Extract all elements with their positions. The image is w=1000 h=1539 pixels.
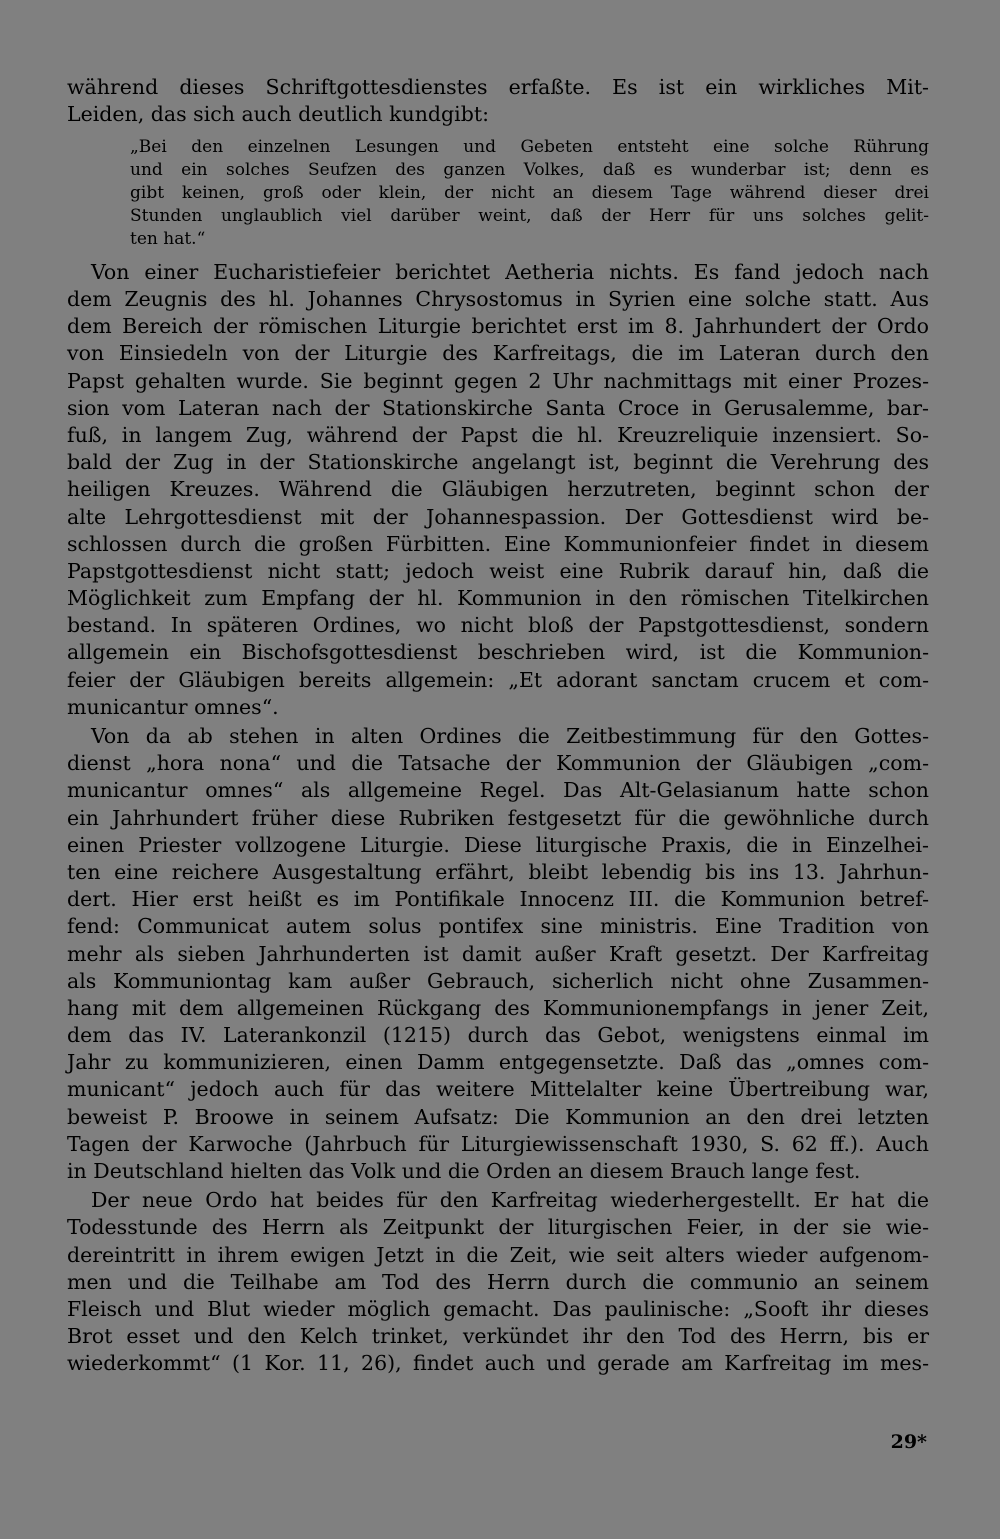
text-line: mehr als sieben Jahrhunderten ist damit außer Kraft gesetzt. Der Karfreitag (67, 941, 929, 966)
text-line: Jahr zu kommunizieren, einen Damm entgegensetzte. Daß das „omnes com- (67, 1050, 929, 1075)
text-line: Todesstunde des Herrn als Zeitpunkt der liturgischen Feier, in der sie wie- (67, 1215, 929, 1240)
text-line: Tagen der Karwoche (Jahrbuch für Liturgiewissenschaft 1930, S. 62 ff.). Auch (67, 1131, 929, 1156)
text-line: dereintritt in ihrem ewigen Jetzt in die Zeit, wie seit alters wieder aufgenom- (67, 1242, 929, 1267)
quote-line: „Bei den einzelnen Lesungen und Gebeten entsteht eine solche Rührung (130, 137, 929, 158)
block-quote (67, 136, 929, 250)
text-line: Papst gehalten wurde. Sie beginnt gegen 2 Uhr nachmittags mit einer Prozes- (67, 368, 929, 393)
text-line: fuß, in langem Zug, während der Papst die hl. Kreuzreliquie inzensiert. So- (67, 422, 929, 447)
text-line: Fleisch und Blut wieder möglich gemacht. Das paulinische: „Sooft ihr dieses (67, 1296, 929, 1321)
text-line: beweist P. Broowe in seinem Aufsatz: Die Kommunion an den drei letzten (67, 1104, 929, 1129)
text-line: heiligen Kreuzes. Während die Gläubigen herzutreten, beginnt schon der (67, 477, 929, 502)
page-text (67, 74, 929, 1378)
text-line: fend: Communicat autem solus pontifex sine ministris. Eine Tradition von (67, 914, 929, 939)
text-line: municantur omnes“. (67, 694, 279, 719)
text-line: Von einer Eucharistiefeier berichtet Aetheria nichts. Es fand jedoch nach (91, 259, 929, 284)
quote-line: Stunden unglaublich viel darüber weint, daß der Herr für uns solches gelit- (130, 206, 929, 227)
text-line: Brot esset und den Kelch trinket, verkündet ihr den Tod des Herrn, bis er (67, 1324, 929, 1349)
text-line: dem Bereich der römischen Liturgie berichtet erst im 8. Jahrhundert der Ordo (67, 314, 929, 339)
text-line: hang mit dem allgemeinen Rückgang des Kommunionempfangs in jener Zeit, (67, 995, 929, 1020)
text-line: Papstgottesdienst nicht statt; jedoch weist eine Rubrik darauf hin, daß die (67, 558, 929, 583)
text-line: in Deutschland hielten das Volk und die Orden an diesem Brauch lange fest. (67, 1159, 861, 1184)
text-line: während dieses Schriftgottesdienstes erfaßte. Es ist ein wirkliches Mit- (67, 75, 929, 99)
text-line: allgemein ein Bischofsgottesdienst beschrieben wird, ist die Kommunion- (67, 640, 929, 665)
text-line: alte Lehrgottesdienst mit der Johannespassion. Der Gottesdienst wird be- (67, 504, 929, 529)
text-line: ein Jahrhundert früher diese Rubriken festgesetzt für die gewöhnliche durch (67, 805, 929, 830)
page-number: 29* (890, 1431, 927, 1453)
text-line: ten eine reichere Ausgestaltung erfährt, bleibt lebendig bis ins 13. Jahrhun- (67, 859, 929, 884)
paragraph-2 (67, 723, 929, 1185)
quote-line: ten hat.“ (130, 228, 206, 249)
text-line: Von da ab stehen in alten Ordines die Zeitbestimmung für den Gottes- (91, 724, 929, 749)
text-line: dem Zeugnis des hl. Johannes Chrysostomus in Syrien eine solche statt. Aus (67, 287, 929, 312)
text-line: feier der Gläubigen bereits allgemein: „Et adorant sanctam crucem et com- (67, 667, 929, 692)
text-line: men und die Teilhabe am Tod des Herrn durch die communio an seinem (67, 1269, 929, 1294)
text-line: Leiden, das sich auch deutlich kundgibt: (67, 102, 489, 127)
text-line: schlossen durch die großen Fürbitten. Eine Kommunionfeier findet in diesem (67, 531, 929, 556)
text-line: einen Priester vollzogene Liturgie. Diese liturgische Praxis, die in Einzelhei- (67, 832, 929, 857)
text-line: Der neue Ordo hat beides für den Karfreitag wiederhergestellt. Er hat die (91, 1188, 929, 1213)
text-line: Möglichkeit zum Empfang der hl. Kommunion in den römischen Titelkirchen (67, 586, 929, 611)
text-line: wiederkommt“ (1 Kor. 11, 26), findet auch und gerade am Karfreitag im mes- (67, 1351, 929, 1376)
paragraph-3 (67, 1187, 929, 1377)
quote-line: gibt keinen, groß oder klein, der nicht an diesem Tage während dieser drei (130, 183, 929, 204)
text-line: dienst „hora nona“ und die Tatsache der Kommunion der Gläubigen „com- (67, 751, 929, 776)
text-line: municantur omnes“ als allgemeine Regel. Das Alt-Gelasianum hatte schon (67, 778, 929, 803)
text-line: dem das IV. Laterankonzil (1215) durch das Gebot, wenigstens einmal im (67, 1023, 929, 1048)
intro-paragraph (67, 74, 929, 128)
text-line: bald der Zug in der Stationskirche angelangt ist, beginnt die Verehrung des (67, 450, 929, 475)
text-line: bestand. In späteren Ordines, wo nicht bloß der Papstgottesdienst, sondern (67, 613, 929, 638)
text-line: sion vom Lateran nach der Stationskirche Santa Croce in Gerusalemme, bar- (67, 395, 929, 420)
text-line: von Einsiedeln von der Liturgie des Karfreitags, die im Lateran durch den (67, 341, 929, 366)
quote-line: und ein solches Seufzen des ganzen Volkes, daß es wunderbar ist; denn es (130, 160, 929, 181)
text-line: municant“ jedoch auch für das weitere Mittelalter keine Übertreibung war, (67, 1077, 929, 1102)
text-line: dert. Hier erst heißt es im Pontifikale Innocenz III. die Kommunion betref- (67, 887, 929, 912)
paragraph-1 (67, 259, 929, 721)
text-line: als Kommuniontag kam außer Gebrauch, sicherlich nicht ohne Zusammen- (67, 968, 929, 993)
